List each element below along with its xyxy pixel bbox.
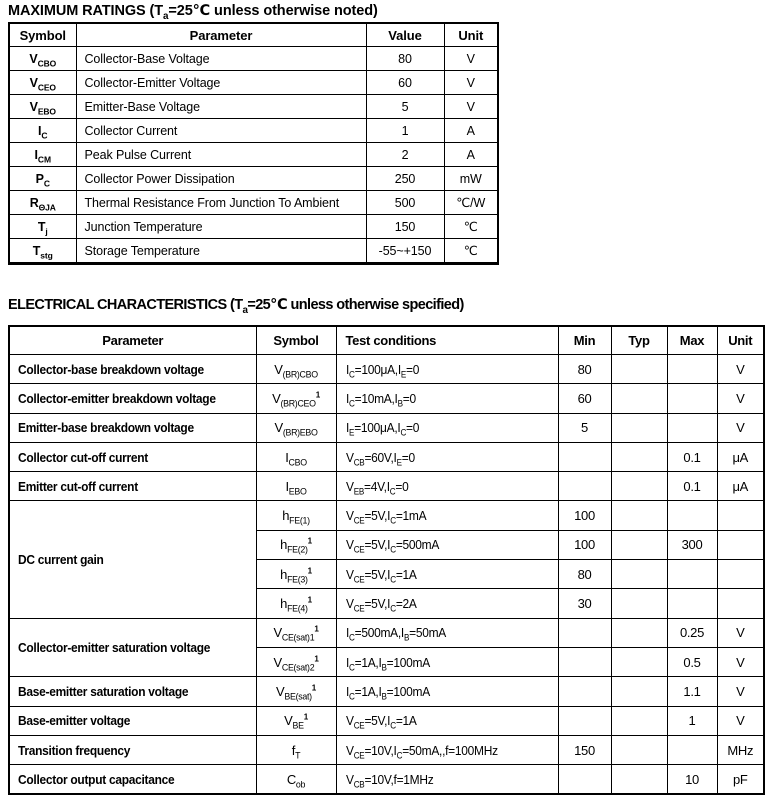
value-cell: 1	[366, 119, 444, 143]
max-cell	[667, 413, 717, 442]
unit-cell: V	[717, 647, 764, 676]
test-conditions-cell: $V_{CE}=5V,I_C=2A$	[336, 589, 558, 618]
typ-cell	[611, 647, 667, 676]
symbol-cell: $V_{(BR)CEO}^1$	[256, 384, 336, 413]
unit-cell: V	[717, 413, 764, 442]
symbol-cell: $V_{EBO}$	[9, 95, 76, 119]
test-conditions-cell: $V_{CE}=5V,I_C=1A$	[336, 560, 558, 589]
max-cell: 0.1	[667, 472, 717, 501]
max-ratings-title: MAXIMUM RATINGS ($T_a=25℃$ unless otherwise noted)	[8, 3, 378, 22]
typ-cell	[611, 735, 667, 764]
min-cell	[558, 706, 611, 735]
max-cell	[667, 384, 717, 413]
column-header-value: Value	[366, 23, 444, 47]
max-cell: 0.25	[667, 618, 717, 647]
typ-cell	[611, 677, 667, 706]
symbol-cell: $V_{CE(sat)2}^1$	[256, 647, 336, 676]
parameter-cell: Transition frequency	[9, 735, 256, 764]
typ-cell	[611, 560, 667, 589]
test-conditions-cell: $V_{CE}=10V,I_C=50mA,,f=100MHz$	[336, 735, 558, 764]
unit-cell	[717, 589, 764, 618]
parameter-cell: Collector Power Dissipation	[76, 167, 366, 191]
unit-cell: ℃	[444, 215, 498, 239]
parameter-cell: Junction Temperature	[76, 215, 366, 239]
value-cell: 2	[366, 143, 444, 167]
max-cell: 300	[667, 530, 717, 559]
max-ratings-row	[9, 191, 498, 215]
max-cell	[667, 589, 717, 618]
max-ratings-row	[9, 71, 498, 95]
min-cell: 5	[558, 413, 611, 442]
parameter-cell: Collector-Emitter Voltage	[76, 71, 366, 95]
max-cell	[667, 355, 717, 384]
symbol-cell: $I_C$	[9, 119, 76, 143]
test-conditions-cell: $V_{EB}=4V,I_C=0$	[336, 472, 558, 501]
min-cell	[558, 442, 611, 471]
parameter-cell: Thermal Resistance From Junction To Ambient	[76, 191, 366, 215]
unit-cell: A	[444, 119, 498, 143]
value-cell: -55~+150	[366, 239, 444, 264]
test-conditions-cell: $V_{CB}=60V,I_E=0$	[336, 442, 558, 471]
max-ratings-row	[9, 119, 498, 143]
typ-cell	[611, 706, 667, 735]
parameter-cell: Collector output capacitance	[9, 765, 256, 795]
test-conditions-cell: $I_C=1A,I_B=100mA$	[336, 677, 558, 706]
column-header-unit: Unit	[444, 23, 498, 47]
min-cell: 60	[558, 384, 611, 413]
min-cell	[558, 647, 611, 676]
unit-cell	[717, 501, 764, 530]
unit-cell: A	[444, 143, 498, 167]
typ-cell	[611, 442, 667, 471]
min-cell: 100	[558, 530, 611, 559]
typ-cell	[611, 472, 667, 501]
max-cell	[667, 735, 717, 764]
electrical-row	[9, 384, 764, 413]
value-cell: 60	[366, 71, 444, 95]
unit-cell: ℃/W	[444, 191, 498, 215]
parameter-cell: Emitter-base breakdown voltage	[9, 413, 256, 442]
max-cell	[667, 501, 717, 530]
symbol-cell: $R_{\Theta JA}$	[9, 191, 76, 215]
test-conditions-cell: $I_C=100\mu A,I_E=0$	[336, 355, 558, 384]
symbol-cell: $P_C$	[9, 167, 76, 191]
min-cell: 30	[558, 589, 611, 618]
min-cell: 150	[558, 735, 611, 764]
typ-cell	[611, 355, 667, 384]
parameter-cell: Storage Temperature	[76, 239, 366, 264]
parameter-cell: Collector-emitter saturation voltage	[9, 618, 256, 677]
max-ratings-row	[9, 95, 498, 119]
symbol-cell: $V_{BE(sat)}^1$	[256, 677, 336, 706]
electrical-header-row	[9, 326, 764, 355]
unit-cell: V	[444, 71, 498, 95]
value-cell: 150	[366, 215, 444, 239]
max-cell: 0.5	[667, 647, 717, 676]
electrical-row	[9, 735, 764, 764]
test-conditions-cell: $V_{CE}=5V,I_C=1mA$	[336, 501, 558, 530]
electrical-characteristics-table	[8, 325, 765, 795]
symbol-cell: $V_{CEO}$	[9, 71, 76, 95]
min-cell: 80	[558, 355, 611, 384]
parameter-cell: DC current gain	[9, 501, 256, 618]
column-header-symbol: Symbol	[9, 23, 76, 47]
symbol-cell: $V_{(BR)CBO}$	[256, 355, 336, 384]
test-conditions-cell: $I_C=1A,I_B=100mA$	[336, 647, 558, 676]
unit-cell: μA	[717, 442, 764, 471]
max-cell: 10	[667, 765, 717, 795]
symbol-cell: $V_{BE}^1$	[256, 706, 336, 735]
symbol-cell: $f_T$	[256, 735, 336, 764]
unit-cell	[717, 530, 764, 559]
column-header-unit: Unit	[717, 326, 764, 355]
symbol-cell: $V_{CE(sat)1}^1$	[256, 618, 336, 647]
column-header-parameter: Parameter	[76, 23, 366, 47]
test-conditions-cell: $V_{CE}=5V,I_C=500mA$	[336, 530, 558, 559]
max-ratings-row	[9, 239, 498, 264]
symbol-cell: $I_{CM}$	[9, 143, 76, 167]
symbol-cell: $V_{(BR)EBO}$	[256, 413, 336, 442]
test-conditions-cell: $I_C=500mA,I_B=50mA$	[336, 618, 558, 647]
column-header-test-conditions: Test conditions	[336, 326, 558, 355]
parameter-cell: Peak Pulse Current	[76, 143, 366, 167]
min-cell	[558, 618, 611, 647]
typ-cell	[611, 384, 667, 413]
unit-cell: mW	[444, 167, 498, 191]
column-header-max: Max	[667, 326, 717, 355]
parameter-cell: Collector Current	[76, 119, 366, 143]
value-cell: 80	[366, 47, 444, 71]
unit-cell: μA	[717, 472, 764, 501]
parameter-cell: Base-emitter voltage	[9, 706, 256, 735]
unit-cell: MHz	[717, 735, 764, 764]
symbol-cell: $I_{CBO}$	[256, 442, 336, 471]
max-ratings-header-row	[9, 23, 498, 47]
electrical-row	[9, 765, 764, 795]
parameter-cell: Collector-emitter breakdown voltage	[9, 384, 256, 413]
test-conditions-cell: $V_{CB}=10V,f=1MHz$	[336, 765, 558, 795]
unit-cell: V	[717, 384, 764, 413]
symbol-cell: $T_j$	[9, 215, 76, 239]
symbol-cell: $h_{FE(3)}^1$	[256, 560, 336, 589]
typ-cell	[611, 530, 667, 559]
value-cell: 5	[366, 95, 444, 119]
unit-cell: ℃	[444, 239, 498, 264]
symbol-cell: $h_{FE(1)}$	[256, 501, 336, 530]
electrical-characteristics-title: ELECTRICAL CHARACTERISTICS ($T_a=25℃$ unless otherwise specified)	[8, 297, 464, 316]
typ-cell	[611, 589, 667, 618]
typ-cell	[611, 501, 667, 530]
column-header-typ: Typ	[611, 326, 667, 355]
electrical-row	[9, 677, 764, 706]
unit-cell: V	[717, 618, 764, 647]
electrical-row	[9, 355, 764, 384]
symbol-cell: $C_{ob}$	[256, 765, 336, 795]
electrical-body	[9, 355, 764, 795]
unit-cell: V	[717, 706, 764, 735]
parameter-cell: Emitter cut-off current	[9, 472, 256, 501]
unit-cell: pF	[717, 765, 764, 795]
column-header-min: Min	[558, 326, 611, 355]
unit-cell: V	[444, 47, 498, 71]
electrical-row	[9, 413, 764, 442]
max-cell: 1	[667, 706, 717, 735]
electrical-row	[9, 706, 764, 735]
typ-cell	[611, 413, 667, 442]
electrical-row	[9, 472, 764, 501]
min-cell: 80	[558, 560, 611, 589]
symbol-cell: $h_{FE(4)}^1$	[256, 589, 336, 618]
parameter-cell: Base-emitter saturation voltage	[9, 677, 256, 706]
parameter-cell: Collector-Base Voltage	[76, 47, 366, 71]
symbol-cell: $V_{CBO}$	[9, 47, 76, 71]
min-cell	[558, 765, 611, 795]
electrical-row	[9, 618, 764, 647]
max-ratings-row	[9, 215, 498, 239]
parameter-cell: Collector-base breakdown voltage	[9, 355, 256, 384]
value-cell: 500	[366, 191, 444, 215]
max-cell: 1.1	[667, 677, 717, 706]
parameter-cell: Collector cut-off current	[9, 442, 256, 471]
max-ratings-row	[9, 167, 498, 191]
unit-cell: V	[717, 677, 764, 706]
electrical-row	[9, 501, 764, 530]
symbol-cell: $T_{stg}$	[9, 239, 76, 264]
parameter-cell: Emitter-Base Voltage	[76, 95, 366, 119]
max-ratings-row	[9, 47, 498, 71]
symbol-cell: $I_{EBO}$	[256, 472, 336, 501]
max-ratings-body	[9, 47, 498, 264]
min-cell	[558, 472, 611, 501]
test-conditions-cell: $V_{CE}=5V,I_C=1A$	[336, 706, 558, 735]
typ-cell	[611, 618, 667, 647]
max-cell: 0.1	[667, 442, 717, 471]
unit-cell: V	[444, 95, 498, 119]
max-cell	[667, 560, 717, 589]
electrical-row	[9, 442, 764, 471]
column-header-parameter: Parameter	[9, 326, 256, 355]
min-cell	[558, 677, 611, 706]
unit-cell: V	[717, 355, 764, 384]
column-header-symbol: Symbol	[256, 326, 336, 355]
typ-cell	[611, 765, 667, 795]
unit-cell	[717, 560, 764, 589]
value-cell: 250	[366, 167, 444, 191]
max-ratings-row	[9, 143, 498, 167]
min-cell: 100	[558, 501, 611, 530]
test-conditions-cell: $I_C=10mA,I_B=0$	[336, 384, 558, 413]
symbol-cell: $h_{FE(2)}^1$	[256, 530, 336, 559]
test-conditions-cell: $I_E=100\mu A,I_C=0$	[336, 413, 558, 442]
max-ratings-table	[8, 22, 499, 265]
